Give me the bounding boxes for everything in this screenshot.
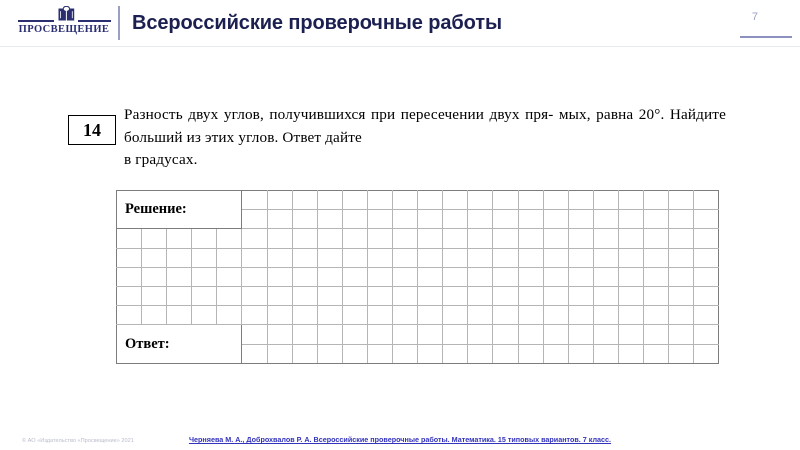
grid-cell[interactable] bbox=[543, 286, 568, 305]
grid-cell[interactable] bbox=[518, 210, 543, 229]
grid-cell[interactable] bbox=[468, 344, 493, 363]
grid-cell[interactable] bbox=[117, 248, 142, 267]
grid-cell[interactable] bbox=[317, 325, 342, 344]
grid-cell[interactable] bbox=[493, 267, 518, 286]
grid-cell[interactable] bbox=[468, 210, 493, 229]
grid-cell[interactable] bbox=[568, 229, 593, 248]
grid-cell[interactable] bbox=[317, 344, 342, 363]
grid-cell[interactable] bbox=[117, 267, 142, 286]
book-emblem-icon bbox=[58, 6, 75, 22]
header-bottom-rule bbox=[0, 46, 800, 47]
answer-label: Ответ: bbox=[117, 325, 242, 363]
grid-cell[interactable] bbox=[493, 191, 518, 210]
grid-cell[interactable] bbox=[367, 248, 392, 267]
grid-cell[interactable] bbox=[669, 344, 694, 363]
grid-cell[interactable] bbox=[267, 248, 292, 267]
grid-cell[interactable] bbox=[418, 286, 443, 305]
grid-cell[interactable] bbox=[493, 229, 518, 248]
page-header bbox=[0, 0, 800, 47]
grid-cell[interactable] bbox=[593, 306, 618, 325]
grid-cell[interactable] bbox=[518, 306, 543, 325]
grid-cell[interactable] bbox=[443, 325, 468, 344]
grid-cell[interactable] bbox=[393, 267, 418, 286]
grid-cell[interactable] bbox=[342, 267, 367, 286]
grid-cell[interactable] bbox=[618, 344, 643, 363]
grid-cell[interactable] bbox=[593, 286, 618, 305]
grid-cell[interactable] bbox=[292, 210, 317, 229]
grid-cell[interactable] bbox=[342, 325, 367, 344]
grid-cell[interactable] bbox=[393, 325, 418, 344]
copyright-notice: © АО «Издательство «Просвещение» 2021 bbox=[22, 438, 134, 444]
grid-cell[interactable] bbox=[468, 191, 493, 210]
grid-cell[interactable] bbox=[217, 248, 242, 267]
grid-cell[interactable] bbox=[117, 286, 142, 305]
grid-cell[interactable] bbox=[292, 325, 317, 344]
grid-cell[interactable] bbox=[694, 229, 719, 248]
grid-cell[interactable] bbox=[443, 306, 468, 325]
grid-cell[interactable] bbox=[643, 267, 668, 286]
grid-cell[interactable] bbox=[568, 286, 593, 305]
grid-cell[interactable] bbox=[393, 248, 418, 267]
grid-cell[interactable] bbox=[694, 306, 719, 325]
page-number-rule bbox=[740, 36, 792, 38]
grid-cell[interactable] bbox=[142, 267, 167, 286]
grid-cell[interactable] bbox=[367, 325, 392, 344]
grid-cell[interactable] bbox=[142, 306, 167, 325]
grid-cell[interactable] bbox=[342, 306, 367, 325]
grid-cell[interactable] bbox=[267, 267, 292, 286]
grid-row bbox=[117, 248, 719, 267]
grid-cell[interactable] bbox=[418, 306, 443, 325]
grid-cell[interactable] bbox=[142, 286, 167, 305]
grid-cell[interactable] bbox=[192, 248, 217, 267]
grid-cell[interactable] bbox=[242, 229, 267, 248]
grid-cell[interactable] bbox=[267, 229, 292, 248]
task-statement-line-1: Разность двух углов, получившихся при пересечении двух пря- bbox=[124, 106, 554, 123]
grid-cell[interactable] bbox=[493, 306, 518, 325]
grid-cell[interactable] bbox=[694, 267, 719, 286]
grid-cell[interactable] bbox=[493, 344, 518, 363]
grid-cell[interactable] bbox=[618, 267, 643, 286]
grid-cell[interactable] bbox=[518, 286, 543, 305]
task-statement-line-2: мых, равна 20°. Найдите больший из этих углов. Ответ дайте bbox=[124, 106, 726, 146]
grid-cell[interactable] bbox=[518, 325, 543, 344]
grid-cell[interactable] bbox=[518, 267, 543, 286]
grid-cell[interactable] bbox=[443, 229, 468, 248]
grid-cell[interactable] bbox=[468, 248, 493, 267]
grid-cell[interactable] bbox=[468, 267, 493, 286]
grid-cell[interactable] bbox=[367, 191, 392, 210]
grid-cell[interactable] bbox=[317, 248, 342, 267]
grid-cell[interactable] bbox=[593, 191, 618, 210]
grid-cell[interactable] bbox=[593, 229, 618, 248]
grid-cell[interactable] bbox=[568, 325, 593, 344]
grid-cell[interactable] bbox=[543, 325, 568, 344]
grid-cell[interactable] bbox=[292, 267, 317, 286]
grid-cell[interactable] bbox=[568, 344, 593, 363]
grid-cell[interactable] bbox=[468, 286, 493, 305]
grid-cell[interactable] bbox=[342, 191, 367, 210]
grid-cell[interactable] bbox=[543, 344, 568, 363]
grid-cell[interactable] bbox=[618, 306, 643, 325]
grid-cell[interactable] bbox=[292, 229, 317, 248]
grid-cell[interactable] bbox=[643, 325, 668, 344]
grid-cell[interactable] bbox=[242, 286, 267, 305]
grid-row bbox=[117, 191, 719, 210]
grid-cell[interactable] bbox=[418, 325, 443, 344]
grid-cell[interactable] bbox=[669, 306, 694, 325]
grid-cell[interactable] bbox=[317, 306, 342, 325]
grid-cell[interactable] bbox=[192, 267, 217, 286]
grid-cell[interactable] bbox=[292, 344, 317, 363]
grid-cell[interactable] bbox=[593, 267, 618, 286]
grid-cell[interactable] bbox=[142, 248, 167, 267]
grid-cell[interactable] bbox=[443, 210, 468, 229]
grid-cell[interactable] bbox=[618, 248, 643, 267]
grid-cell[interactable] bbox=[367, 210, 392, 229]
grid-cell[interactable] bbox=[593, 325, 618, 344]
grid-cell[interactable] bbox=[493, 325, 518, 344]
grid-cell[interactable] bbox=[217, 286, 242, 305]
grid-cell[interactable] bbox=[493, 286, 518, 305]
grid-cell[interactable] bbox=[443, 191, 468, 210]
grid-cell[interactable] bbox=[568, 267, 593, 286]
grid-cell[interactable] bbox=[242, 306, 267, 325]
grid-cell[interactable] bbox=[267, 191, 292, 210]
grid-cell[interactable] bbox=[292, 191, 317, 210]
grid-cell[interactable] bbox=[192, 306, 217, 325]
grid-cell[interactable] bbox=[643, 344, 668, 363]
grid-cell[interactable] bbox=[242, 191, 267, 210]
grid-cell[interactable] bbox=[317, 267, 342, 286]
header-divider bbox=[118, 6, 120, 40]
grid-cell[interactable] bbox=[643, 229, 668, 248]
grid-cell[interactable] bbox=[543, 191, 568, 210]
grid-cell[interactable] bbox=[242, 248, 267, 267]
grid-cell[interactable] bbox=[468, 325, 493, 344]
grid-cell[interactable] bbox=[669, 191, 694, 210]
grid-cell[interactable] bbox=[292, 286, 317, 305]
answer-grid-table[interactable] bbox=[116, 190, 719, 364]
page-title: Всероссийские проверочные работы bbox=[132, 12, 502, 34]
task-number-badge: 14 bbox=[68, 115, 116, 145]
grid-cell[interactable] bbox=[367, 306, 392, 325]
grid-cell[interactable] bbox=[342, 210, 367, 229]
grid-cell[interactable] bbox=[117, 229, 142, 248]
grid-cell[interactable] bbox=[518, 191, 543, 210]
grid-cell[interactable] bbox=[142, 229, 167, 248]
grid-cell[interactable] bbox=[267, 210, 292, 229]
grid-cell[interactable] bbox=[669, 210, 694, 229]
grid-cell[interactable] bbox=[317, 286, 342, 305]
grid-cell[interactable] bbox=[393, 229, 418, 248]
grid-cell[interactable] bbox=[393, 210, 418, 229]
grid-cell[interactable] bbox=[443, 286, 468, 305]
grid-cell[interactable] bbox=[518, 344, 543, 363]
grid-row bbox=[117, 229, 719, 248]
grid-cell[interactable] bbox=[367, 286, 392, 305]
grid-cell[interactable] bbox=[643, 191, 668, 210]
grid-cell[interactable] bbox=[593, 344, 618, 363]
grid-cell[interactable] bbox=[418, 210, 443, 229]
grid-cell[interactable] bbox=[543, 229, 568, 248]
page-number: 7 bbox=[751, 11, 758, 23]
grid-cell[interactable] bbox=[543, 306, 568, 325]
grid-cell[interactable] bbox=[393, 344, 418, 363]
task-statement-line-3: в градусах. bbox=[124, 151, 198, 168]
grid-cell[interactable] bbox=[267, 344, 292, 363]
source-link[interactable]: Черняева М. А., Доброхвалов Р. А. Всероссийские проверочные работы. Математика. 15 типовых вариантов. 7 класс. bbox=[188, 435, 612, 444]
grid-cell[interactable] bbox=[167, 248, 192, 267]
logo-wordmark: ПРОСВЕЩЕНИЕ bbox=[18, 24, 110, 35]
grid-cell[interactable] bbox=[242, 344, 267, 363]
grid-cell[interactable] bbox=[568, 210, 593, 229]
grid-cell[interactable] bbox=[568, 248, 593, 267]
grid-cell[interactable] bbox=[267, 325, 292, 344]
grid-cell[interactable] bbox=[694, 286, 719, 305]
grid-cell[interactable] bbox=[694, 344, 719, 363]
grid-cell[interactable] bbox=[694, 248, 719, 267]
grid-cell[interactable] bbox=[167, 306, 192, 325]
grid-cell[interactable] bbox=[418, 267, 443, 286]
grid-cell[interactable] bbox=[217, 306, 242, 325]
grid-cell[interactable] bbox=[393, 191, 418, 210]
grid-cell[interactable] bbox=[618, 325, 643, 344]
task-statement bbox=[124, 104, 726, 172]
grid-cell[interactable] bbox=[367, 267, 392, 286]
grid-cell[interactable] bbox=[694, 325, 719, 344]
grid-cell[interactable] bbox=[267, 286, 292, 305]
grid-cell[interactable] bbox=[543, 267, 568, 286]
grid-cell[interactable] bbox=[618, 191, 643, 210]
grid-cell[interactable] bbox=[493, 248, 518, 267]
grid-cell[interactable] bbox=[643, 248, 668, 267]
grid-cell[interactable] bbox=[192, 229, 217, 248]
publisher-logo bbox=[16, 6, 112, 40]
grid-cell[interactable] bbox=[317, 210, 342, 229]
grid-cell[interactable] bbox=[367, 344, 392, 363]
grid-cell[interactable] bbox=[618, 286, 643, 305]
grid-cell[interactable] bbox=[418, 344, 443, 363]
grid-cell[interactable] bbox=[342, 286, 367, 305]
grid-cell[interactable] bbox=[292, 306, 317, 325]
grid-cell[interactable] bbox=[543, 210, 568, 229]
grid-cell[interactable] bbox=[468, 306, 493, 325]
grid-cell[interactable] bbox=[568, 306, 593, 325]
grid-cell[interactable] bbox=[418, 248, 443, 267]
grid-row bbox=[117, 286, 719, 305]
grid-cell[interactable] bbox=[694, 210, 719, 229]
grid-cell[interactable] bbox=[342, 248, 367, 267]
grid-row bbox=[117, 267, 719, 286]
grid-cell[interactable] bbox=[217, 229, 242, 248]
grid-cell[interactable] bbox=[342, 344, 367, 363]
grid-cell[interactable] bbox=[393, 286, 418, 305]
grid-cell[interactable] bbox=[217, 267, 242, 286]
grid-cell[interactable] bbox=[669, 267, 694, 286]
grid-cell[interactable] bbox=[267, 306, 292, 325]
logo-rule-left bbox=[18, 20, 54, 22]
grid-cell[interactable] bbox=[618, 210, 643, 229]
grid-cell[interactable] bbox=[342, 229, 367, 248]
grid-cell[interactable] bbox=[192, 286, 217, 305]
answer-grid-body bbox=[117, 191, 719, 364]
grid-cell[interactable] bbox=[669, 248, 694, 267]
grid-cell[interactable] bbox=[418, 191, 443, 210]
grid-cell[interactable] bbox=[242, 325, 267, 344]
grid-cell[interactable] bbox=[493, 210, 518, 229]
grid-cell[interactable] bbox=[317, 191, 342, 210]
grid-cell[interactable] bbox=[292, 248, 317, 267]
grid-cell[interactable] bbox=[242, 210, 267, 229]
grid-cell[interactable] bbox=[669, 325, 694, 344]
grid-cell[interactable] bbox=[367, 229, 392, 248]
grid-cell[interactable] bbox=[669, 229, 694, 248]
grid-cell[interactable] bbox=[618, 229, 643, 248]
grid-row bbox=[117, 306, 719, 325]
grid-cell[interactable] bbox=[443, 248, 468, 267]
grid-cell[interactable] bbox=[518, 248, 543, 267]
grid-cell[interactable] bbox=[393, 306, 418, 325]
grid-cell[interactable] bbox=[167, 286, 192, 305]
grid-cell[interactable] bbox=[694, 191, 719, 210]
grid-cell[interactable] bbox=[317, 229, 342, 248]
solution-label: Решение: bbox=[117, 191, 242, 229]
grid-cell[interactable] bbox=[643, 286, 668, 305]
grid-cell[interactable] bbox=[242, 267, 267, 286]
grid-cell[interactable] bbox=[167, 267, 192, 286]
grid-cell[interactable] bbox=[643, 210, 668, 229]
grid-cell[interactable] bbox=[443, 267, 468, 286]
grid-cell[interactable] bbox=[568, 191, 593, 210]
grid-cell[interactable] bbox=[643, 306, 668, 325]
grid-row bbox=[117, 325, 719, 344]
grid-cell[interactable] bbox=[543, 248, 568, 267]
grid-cell[interactable] bbox=[669, 286, 694, 305]
grid-cell[interactable] bbox=[418, 229, 443, 248]
grid-cell[interactable] bbox=[593, 248, 618, 267]
grid-cell[interactable] bbox=[468, 229, 493, 248]
grid-cell[interactable] bbox=[167, 229, 192, 248]
grid-cell[interactable] bbox=[117, 306, 142, 325]
answer-grid[interactable] bbox=[116, 190, 719, 364]
grid-cell[interactable] bbox=[443, 344, 468, 363]
grid-cell[interactable] bbox=[593, 210, 618, 229]
logo-rule-right bbox=[78, 20, 111, 22]
grid-cell[interactable] bbox=[518, 229, 543, 248]
